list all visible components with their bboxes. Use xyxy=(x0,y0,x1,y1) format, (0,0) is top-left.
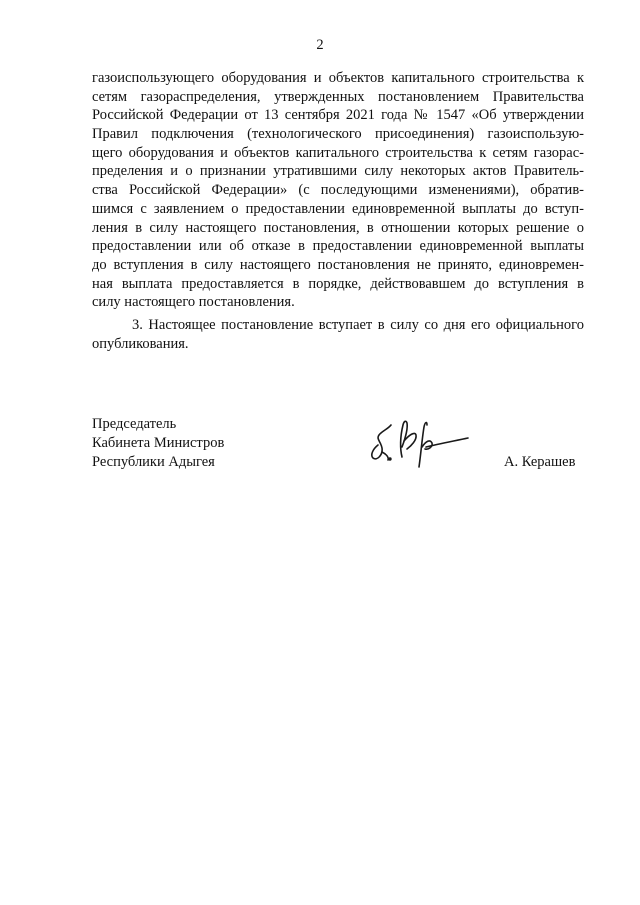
text-line: шимся с заявлением о предоставлении единовременной выплаты до вступ- xyxy=(92,200,584,217)
signatory-title-line: Республики Адыгея xyxy=(92,454,215,470)
text-line: газоиспользующего оборудования и объектов капитального строительства к xyxy=(92,70,584,86)
signatory-title-line: Кабинета Министров xyxy=(92,435,225,451)
text-line: 3. Настоящее постановление вступает в силу со дня его официального xyxy=(132,317,584,333)
text-line: силу настоящего постановления. xyxy=(92,294,295,311)
text-line: до вступления в силу настоящего постановления не принято, единовремен- xyxy=(92,256,584,273)
handwritten-signature xyxy=(364,405,474,473)
text-line: сетям газораспределения, утвержденных постановлением Правительства xyxy=(92,88,584,105)
signatory-name: А. Керашев xyxy=(504,454,576,470)
text-line: пределения и о признании утратившими силу некоторых актов Правитель- xyxy=(92,163,584,180)
text-line: ления в силу настоящего постановления, в отношении которых решение о xyxy=(92,219,584,236)
signatory-title-line: Председатель xyxy=(92,416,177,432)
page-number: 2 xyxy=(316,37,324,53)
text-line: ная выплата предоставляется в порядке, действовавшем до вступления в xyxy=(92,275,584,292)
text-line: Российской Федерации от 13 сентября 2021 года № 1547 «Об утверждении xyxy=(92,107,584,124)
body-paragraph-continuation xyxy=(92,69,584,312)
body-paragraph-clause-3 xyxy=(92,316,584,353)
text-line: предоставлении или об отказе в предоставлении единовременной выплаты xyxy=(92,238,584,255)
text-line: ства Российской Федерации» (с последующими изменениями), обратив- xyxy=(92,182,584,199)
text-line: опубликования. xyxy=(92,335,189,352)
text-line: щего оборудования и объектов капитального строительства к сетям газорас- xyxy=(92,144,584,161)
signatory-title xyxy=(92,415,224,472)
text-line: Правил подключения (технологического присоединения) газоиспользую- xyxy=(92,126,584,143)
